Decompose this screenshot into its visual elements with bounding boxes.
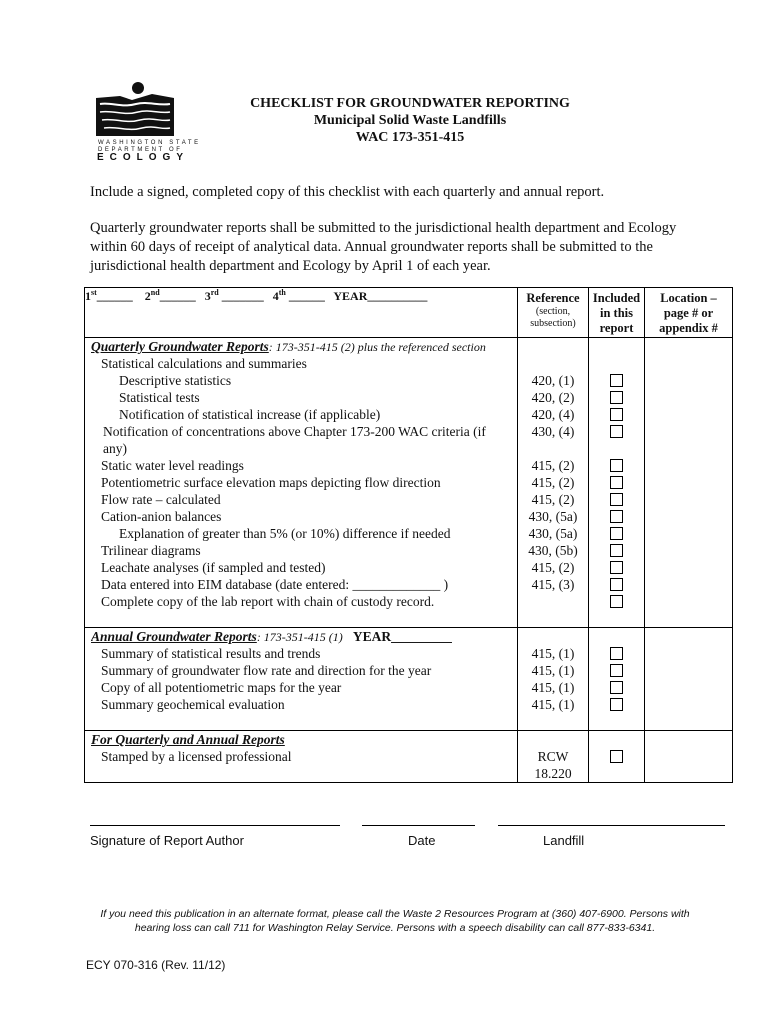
reference-cell: 430, (5a) [528, 526, 578, 541]
reference-cell: 415, (1) [531, 697, 575, 712]
both-section [85, 731, 733, 783]
notice-line-2: hearing loss can call 711 for Washington Relay Service. Persons with a speech disability can call 877-833-6341. [134, 922, 656, 934]
annual-items [85, 628, 518, 731]
checkbox[interactable] [610, 391, 623, 404]
reference-cell: 18.220 [534, 766, 572, 781]
date-line[interactable] [362, 825, 475, 826]
list-item-continued: any) [103, 441, 127, 456]
landfill-line[interactable] [498, 825, 725, 826]
reference-cell: 415, (1) [531, 646, 575, 661]
list-item: Cation-anion balances [101, 509, 222, 524]
reference-cell: 420, (1) [531, 373, 575, 388]
checkbox[interactable] [610, 510, 623, 523]
reference-cell: 415, (3) [531, 577, 575, 592]
list-item: Potentiometric surface elevation maps depicting flow direction [101, 475, 441, 490]
list-item: Statistical tests [119, 390, 200, 405]
quarterly-section [85, 338, 733, 628]
checkbox[interactable] [610, 459, 623, 472]
document-code: WAC 173-351-415 [355, 130, 465, 145]
checkbox[interactable] [610, 544, 623, 557]
checkbox[interactable] [610, 647, 623, 660]
date-label: Date [408, 833, 436, 848]
checklist-table [84, 287, 733, 783]
reference-cell: 430, (5b) [528, 543, 578, 558]
reference-cell: 415, (2) [531, 492, 575, 507]
both-location-column[interactable] [645, 731, 733, 783]
document-subtitle: Municipal Solid Waste Landfills [313, 113, 507, 128]
logo-line-2: DEPARTMENT OF [98, 147, 183, 153]
annual-title: Annual Groundwater Reports: 173-351-415 (1) YEAR_________ [91, 629, 452, 644]
annual-references [518, 628, 589, 731]
checkbox[interactable] [610, 578, 623, 591]
list-item: Leachate analyses (if sampled and tested) [101, 560, 326, 575]
reference-cell: 430, (4) [531, 424, 575, 439]
document-header [200, 95, 620, 146]
list-item: Static water level readings [101, 458, 244, 473]
list-item: Complete copy of the lab report with chain of custody record. [101, 594, 435, 609]
list-item: Summary of groundwater flow rate and direction for the year [101, 663, 432, 678]
document-title: CHECKLIST FOR GROUNDWATER REPORTING [250, 96, 570, 111]
list-item: Notification of statistical increase (if applicable) [119, 407, 381, 422]
both-title: For Quarterly and Annual Reports [91, 732, 285, 747]
reference-cell: 430, (5a) [528, 509, 578, 524]
checkbox[interactable] [610, 698, 623, 711]
checkbox[interactable] [610, 374, 623, 387]
list-item: Summary of statistical results and trends [101, 646, 321, 661]
table-header-row [85, 288, 733, 338]
logo-ecology-word: ECOLOGY [97, 152, 190, 163]
quarterly-checkboxes [589, 338, 645, 628]
checkbox[interactable] [610, 561, 623, 574]
included-header: Included in this report [589, 288, 645, 338]
intro-p2-line-2: within 60 days of receipt of analytical data. Annual groundwater reports shall be submitted to the [90, 239, 653, 255]
reference-cell: 415, (2) [531, 458, 575, 473]
annual-section [85, 628, 733, 731]
list-item: Statistical calculations and summaries [101, 356, 307, 371]
location-header: Location – page # or appendix # [645, 288, 733, 338]
reference-header: Reference (section, subsection) [518, 288, 589, 338]
list-item: Descriptive statistics [119, 373, 232, 388]
reference-cell: 420, (2) [531, 390, 575, 405]
both-items [85, 731, 518, 783]
quarterly-title: Quarterly Groundwater Reports: 173-351-415 (2) plus the referenced section [91, 339, 486, 354]
checkbox[interactable] [610, 595, 623, 608]
notice-line-1: If you need this publication in an alternate format, please call the Waste 2 Resources Program at (360) 407-6900. Persons with [100, 908, 690, 920]
intro-p2-line-1: Quarterly groundwater reports shall be submitted to the jurisdictional health department and Ecology [90, 220, 677, 236]
checkbox[interactable] [610, 527, 623, 540]
checkbox[interactable] [610, 664, 623, 677]
intro-paragraph-1: Include a signed, completed copy of this checklist with each quarterly and annual report. [90, 184, 605, 200]
reference-cell: 415, (2) [531, 560, 575, 575]
reference-cell: 415, (2) [531, 475, 575, 490]
form-number: ECY 070-316 (Rev. 11/12) [86, 958, 226, 972]
landfill-label: Landfill [543, 833, 585, 848]
checkbox[interactable] [610, 681, 623, 694]
list-item: Stamped by a licensed professional [101, 749, 292, 764]
list-item: Copy of all potentiometric maps for the year [101, 680, 342, 695]
checkbox[interactable] [610, 750, 623, 763]
checkbox[interactable] [610, 408, 623, 421]
signature-label: Signature of Report Author [90, 833, 244, 848]
quarterly-references [518, 338, 589, 628]
both-checkboxes [589, 731, 645, 783]
annual-location-column[interactable] [645, 628, 733, 731]
reference-cell: 420, (4) [531, 407, 575, 422]
quarterly-location-column[interactable] [645, 338, 733, 628]
intro-paragraph-2 [90, 219, 710, 276]
checkbox[interactable] [610, 493, 623, 506]
list-item: Explanation of greater than 5% (or 10%) difference if needed [119, 526, 451, 541]
list-item: Summary geochemical evaluation [101, 697, 285, 712]
intro-p2-line-3: jurisdictional health department and Ecology by April 1 of each year. [90, 258, 491, 274]
quarterly-items [85, 338, 518, 628]
signature-line[interactable] [90, 825, 340, 826]
quarter-year-line[interactable]: 1st______ 2nd______ 3rd _______ 4th ______ YEAR__________ [85, 288, 518, 338]
both-references [518, 731, 589, 783]
checkbox[interactable] [610, 476, 623, 489]
list-item: Notification of concentrations above Chapter 173-200 WAC criteria (if [103, 424, 486, 439]
reference-cell: RCW [537, 749, 569, 764]
accessibility-notice [60, 907, 730, 935]
list-item: Flow rate – calculated [101, 492, 221, 507]
checkbox[interactable] [610, 425, 623, 438]
reference-cell: 415, (1) [531, 663, 575, 678]
list-item: Trilinear diagrams [101, 543, 201, 558]
annual-checkboxes [589, 628, 645, 731]
list-item: Data entered into EIM database (date entered: _____________ ) [101, 577, 449, 592]
logo-line-1: WASHINGTON STATE [98, 140, 201, 146]
reference-cell: 415, (1) [531, 680, 575, 695]
